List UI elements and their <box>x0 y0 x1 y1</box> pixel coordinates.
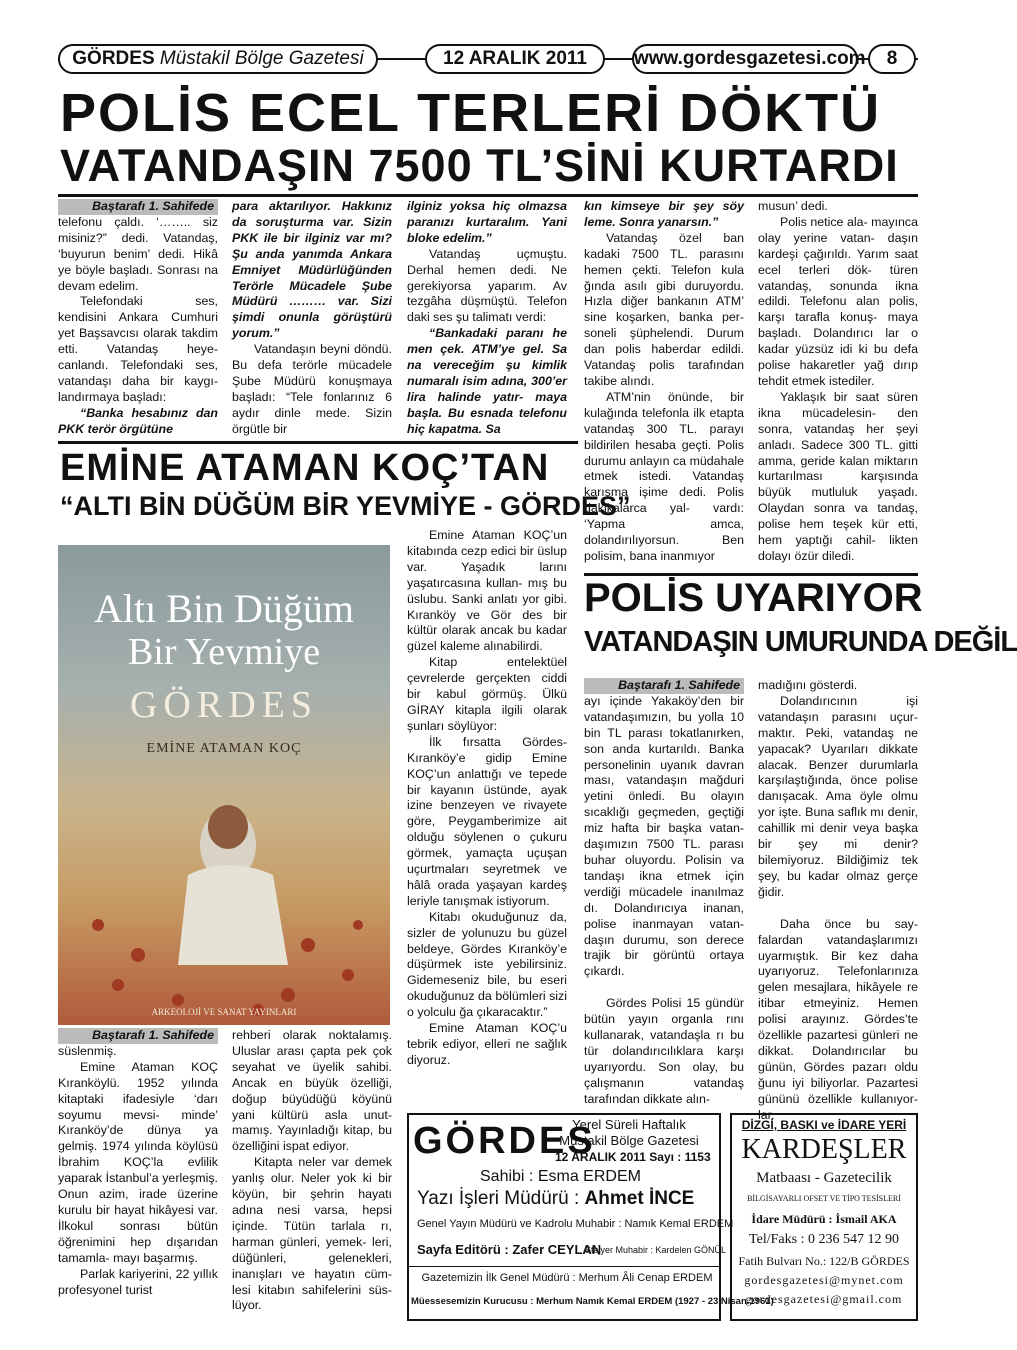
story1-c4-p2: Vatandaş özel ban kadaki 7500 TL. parasını hemen çekti. Telefon kula ğında asılı gibi duruyordu. Hızla diğer bankanın ATM’ sine koşarken, banka per- soneli şüphelendi. Durum dan polis haberdar edildi. Vatandaş polis tarafından takibe alındı. <box>584 230 744 388</box>
story2-b1-p1: süslenmiş. <box>58 1043 117 1058</box>
book-cover-title2: Bir Yevmiye <box>127 631 321 673</box>
story1-c1-p3: “Banka hesabınız dan PKK terör örgütüne <box>58 405 218 436</box>
story3-column-1 <box>584 678 744 1108</box>
story3-c2-p1: madığını gösterdi. <box>758 678 858 692</box>
story1-c5-p2: Polis netice ala- mayınca olay yerine vatan- daşın kardeşi çağırıldı. Yarım saat ecel terleri dök- türen vatandaş, sonunda ikna edildi. Telefonu alan polis, karşı tarafla konuş- maya başladı. Dolandırıcı lar o kadar yüzsüz idi ki bu defa polise hakaretler yağ dırıp tehdit etmek istediler. <box>758 214 918 388</box>
story3-headline1: POLİS UYARIYOR <box>584 576 923 620</box>
masthead-founder: Müessesemizin Kurucusu : Merhum Namık Kemal ERDEM (1927 - 23.Nisan.1961) <box>411 1296 774 1307</box>
masthead-editor-label: Yazı İşleri Müdürü : <box>417 1188 580 1209</box>
printer-address: Fatih Bulvarı No.: 122/B GÖRDES <box>738 1254 910 1268</box>
story2-rc-p2: Kitap entelektüel çevrelerde gerçekten ciddi bir kabul görmüş. Ülkü GİRAY kitapla ilgili olarak şunları söylüyor: <box>407 655 567 733</box>
story2-headline2: “ALTI BİN DÜĞÜM BİR YEVMİYE - GÖRDES” <box>60 491 631 521</box>
story1-c4-p1: kın kimseye bir şey söy leme. Sonra yanarsın.” <box>584 199 744 229</box>
story2-right-column <box>407 528 567 1103</box>
printer-email1[interactable]: gordesgazetesi@mynet.com <box>744 1273 904 1287</box>
printer-phone: Tel/Faks : 0 236 547 12 90 <box>749 1232 899 1247</box>
header-paper-name: GÖRDES <box>72 48 155 69</box>
story1-c5-p3: Yaklaşık bir saat süren ikna mücadelesin- den sonra, vatandaş her şeyi anladı. Sadece 300 TL. gitti amma, geride kalan miktarın kurtarılması karşısında büyük mutluluk yaşadı. Olaydan sonra va tandaş, polise hem teşek kür etti, hem yaptığı cahil- likten dolayı özür diledi. <box>758 389 918 563</box>
story2-bottom-column-1 <box>58 1028 218 1318</box>
story2-rc-p4: Kitabı okuduğunuz da, sizler de yolunuzu bu güzel beldeye, Gördes Kıranköy’e düşürmek iste yebilirsiniz. Gidemeseniz bile, bu eseri okuduğunuz da bölümleri sizi o yolculu ğa çıkaracaktır.” <box>407 909 567 1020</box>
masthead-gm: Genel Yayın Müdürü ve Kadrolu Muhabir : Namık Kemal ERDEM <box>417 1218 734 1230</box>
story2-b2-p1: rehberi olarak noktalamış. Uluslar arası çapta pek çok seyahat ve üyelik sahibi. Ancak en büyük özelliği, doğup büyüdüğü köyünü yani kültürü asla unut- mamış. Yayınladığı kitap, bu özelliğini ispat ediyor. <box>232 1028 392 1154</box>
story1-c3-p2: Vatandaş uçmuştu. Derhal hemen dedi. Ne gerekiyorsa yaparım. Av tezgâha düşmüştü. Telefon daki ses şu talimatı verdi: <box>407 246 567 325</box>
printer-email2[interactable]: gordesgazetesi@gmail.com <box>745 1292 903 1306</box>
book-cover-publisher: ARKEOLOJİ VE SANAT YAYINLARI <box>151 1007 297 1017</box>
story1-rule <box>58 194 918 197</box>
story1-c2-p1: para aktarılıyor. Hakkınız da soruşturma var. Sizin PKK ile bir ilginiz var mı? Şu anda yanımda Ankara Emniyet Müdürlüğünden Terörle Mücadele Şube Müdürü ……… var. Sizi şimdi onunla görüştürü yorum.” <box>232 199 392 341</box>
header-paper-sub: Müstakil Bölge Gazetesi <box>159 48 364 69</box>
header-page-number: 8 <box>868 44 916 74</box>
story1-column-3 <box>407 199 567 439</box>
printer-services: BİLGİSAYARLI OFSET VE TİPO TESİSLERİ <box>747 1194 901 1203</box>
masthead-editor-name: Ahmet İNCE <box>584 1188 695 1209</box>
book-cover-image <box>58 545 390 1025</box>
printer-sub: Matbaası - Gazetecilik <box>756 1170 892 1186</box>
story3-column-2 <box>758 678 918 1122</box>
masthead-line2: Müstakil Bölge Gazetesi <box>559 1133 699 1148</box>
masthead-intern: Stajyer Muhabir : Kardelen GÖNÜL <box>585 1245 727 1255</box>
printer-heading: DİZGİ, BASKI ve İDARE YERİ <box>741 1118 907 1132</box>
story2-rule <box>58 441 578 444</box>
story2-rc-p1: Emine Ataman KOÇ’un kitabında cezp edici bir üslup var. Yaşadık larını yaşatırcasına kullan- mış bu üslubu. Sanki anlatı yor gibi. Kıranköy ve Gör des bir kültür olarak ancak bu kadar güzel kaleme alınabilirdi. <box>407 528 567 654</box>
story1-c3-p3: “Bankadaki paranı he men çek. ATM’ye gel. Sa na vereceğim şu kimlik numaralı isim adına, 300’er lira halinde yatır- maya başla. Bu esnada telefonu hiç kapatma. Sa <box>407 326 567 436</box>
book-cover-title3: GÖRDES <box>129 684 319 726</box>
printer-manager: İdare Müdürü : İsmail AKA <box>751 1212 897 1226</box>
story2-continued-tag: Baştarafı 1. Sahifede <box>58 1028 218 1044</box>
story3-c2-p2: Dolandırıcının işi vatandaşın parasını uçur- maktır. Peki, vatandaş ne yapacak? Uyarıları dikkate alacak. Benzer durumlarla karşılaştığında, önce polise danışacak. Ama öyle olmu yor işte. Buna saflık mı denir, cahillik mi denir veya başka bir şey mi denir? bilemiyoruz. Bildiğimiz tek şey, bu kadar olmaz gerçe ğidir. <box>758 693 918 899</box>
masthead-issue: 12 ARALIK 2011 Sayı : 1153 <box>555 1150 711 1164</box>
story2-b2-p2: Kitapta neler var demek yanlış olur. Neler yok ki bir köyün, bir şehrin hayatı adına nesi varsa, hepsi içinde. Tütün tarlala rı, harman günleri, yemek- leri, düğünleri, gelenekleri, inanışları ve hayatın cüm- lesi kitabın sahifelerini süs- lüyor. <box>232 1155 392 1313</box>
story2-rc-p5: Emine Ataman KOÇ’u tebrik ediyor, elleri ne sağlık diyoruz. <box>407 1021 567 1067</box>
story1-c5-p1: musun’ dedi. <box>758 199 828 213</box>
story3-continued-tag: Baştarafı 1. Sahifede <box>584 678 744 694</box>
story1-c1-p2: Telefondaki ses, kendisini Ankara Cumhuri yet Başsavcısı olarak takdim etti. Vatandaş heye- canlandı. Telefondaki ses, vatandaşı daha bir kaygı- landırmaya başladı: <box>58 294 218 404</box>
header-paper-pill <box>58 44 378 74</box>
story1-c1-p1: telefonu çaldı. ‘…….. siz misiniz?” dedi. Vatandaş, ‘buyurun benim’ dedi. Hikâ ye böyle başladı. Sonrası na devam edelim. <box>58 214 218 293</box>
masthead-divider <box>409 1266 719 1267</box>
printer-name: KARDEŞLER <box>741 1134 907 1165</box>
story2-bottom-column-2 <box>232 1028 392 1318</box>
book-cover-author: EMİNE ATAMAN KOÇ <box>146 741 302 756</box>
masthead-name: GÖRDES <box>413 1120 596 1162</box>
story1-column-5 <box>758 199 918 571</box>
story3-headline2: VATANDAŞIN UMURUNDA DEĞİL <box>584 626 1017 658</box>
story1-headline1: POLİS ECEL TERLERİ DÖKTÜ <box>60 83 882 143</box>
masthead-page-editor: Sayfa Editörü : Zafer CEYLAN <box>417 1242 602 1257</box>
story3-c1-p2: Gördes Polisi 15 gündür bütün yayın organla rını kullanarak, vatandaşla rı bu tür dolandırıcılıklara karşı uyarıyordu. Son olay, bu çalışmanın vatandaş tarafından dikkate alın- <box>584 996 744 1106</box>
story2-b1-p3: Parlak kariyerini, 22 yıllık profesyonel turist <box>58 1266 218 1297</box>
masthead-owner: Sahibi : Esma ERDEM <box>480 1168 641 1185</box>
book-cover-illustration <box>58 545 390 1025</box>
story1-continued-tag: Baştarafı 1. Sahifede <box>58 199 218 215</box>
story1-c2-p2: Vatandaşın beyni döndü. Bu defa terörle mücadele Şube Müdürü konuşmaya başladı: “Tele fonlarınız 6 aydır dinle mede. Sizin örgütle bir <box>232 342 392 436</box>
story1-column-1 <box>58 199 218 439</box>
story3-c2-p3: Daha önce bu say- falardan vatandaşlarımızı uyarmıştık. Bir kez daha uyarıyoruz. Telefonlarınıza gelen mesajlara, hikâyele re itibar etmeyiniz. Hemen polisi arayınız. Gördes’te özellikle pazartesi günleri ne dikkat. Dolandırıcılar bu günün, Gördes pazarı oldu ğunu iyi biliyorlar. Pazartesi gününü özellikle kullanıyor- lar. <box>758 916 918 1122</box>
header-date: 12 ARALIK 2011 <box>425 44 605 74</box>
masthead-first-gm: Gazetemizin İlk Genel Müdürü : Merhum Âli Cenap ERDEM <box>421 1272 713 1284</box>
story3-c1-p1: ayı içinde Yakaköy’den bir vatandaşımızın, bu yolla 10 bin TL parası tokatlanırken, son anda kurtarıldı. Banka personelinin uyanık davran ması, vatandaşın mağduri yetini önledi. Bu olayın sıcaklığı geçmeden, geçtiği miz hafta bir başka vatan- daşımızın 7500 TL. parası buhar oluyordu. Polisin va tandaşı ikna etmek için verdiği mücadele inanılmaz dı. Dolandırıcıya inanan, polise inanmayan vatan- daşın durumu, son derece trajik bir görüntü ortaya çıkardı. <box>584 693 744 979</box>
story2-rc-p3: İlk fırsatta Gördes- Kıranköy’e gidip Emine KOÇ’un anlattığı ve tepede bir kayanın üstünde, ayak izine benzeyen ve rivayete göre, Peygamberimize ait olduğu söylenen o çukuru görmek, yamaçta uçuşan uçurtmaları seyretmek ve hâlâ orada yaşayan kardeş leriyle tanışmak istiyorum. <box>407 734 567 908</box>
story1-headline2: VATANDAŞIN 7500 TL’SİNİ KURTARDI <box>60 140 899 191</box>
story1-c3-p1: ilginiz yoksa hiç olmazsa paranızı kurtaralım. Yani bloke edelim.” <box>407 199 567 245</box>
masthead-editor <box>417 1188 694 1210</box>
header-website[interactable]: www.gordesgazetesi.com <box>632 44 858 74</box>
story2-b1-p2: Emine Ataman KOÇ Kıranköylü. 1952 yılında kitaptaki ifadesiyle ‘darı soyumu mevsi- minde’ Kıranköy’de dünya ya gelmiş. 1974 yılında köylüsü İbrahim KOÇ’la evlilik yaparak İstanbul’a yerleşmiş. Onun azim, irade üzerine kurulu bir hayat hikâyesi var. İlkokul sonrası bütün öğrenimini hep dışarıdan tamamla- mayı başarmış. <box>58 1059 218 1265</box>
story2-headline1: EMİNE ATAMAN KOÇ’TAN <box>60 447 550 489</box>
story1-column-2 <box>232 199 392 439</box>
masthead-line1: Yerel Süreli Haftalık <box>572 1117 686 1132</box>
story1-c4-p3: ATM’nin önünde, bir kulağında telefonla ilk etapta vatandaş 300 TL. parayı bildirilen hesaba geçti. Polis durumu anlayın ca müdahale etmek istedi. Vatandaş karışma işime dedi. Polis dakikalarca yal- vardı: ‘Yapma amca, dolandırılıyorsun. Ben polisim, bana inanmıyor <box>584 389 744 563</box>
book-cover-title1: Altı Bin Düğüm <box>93 586 355 631</box>
